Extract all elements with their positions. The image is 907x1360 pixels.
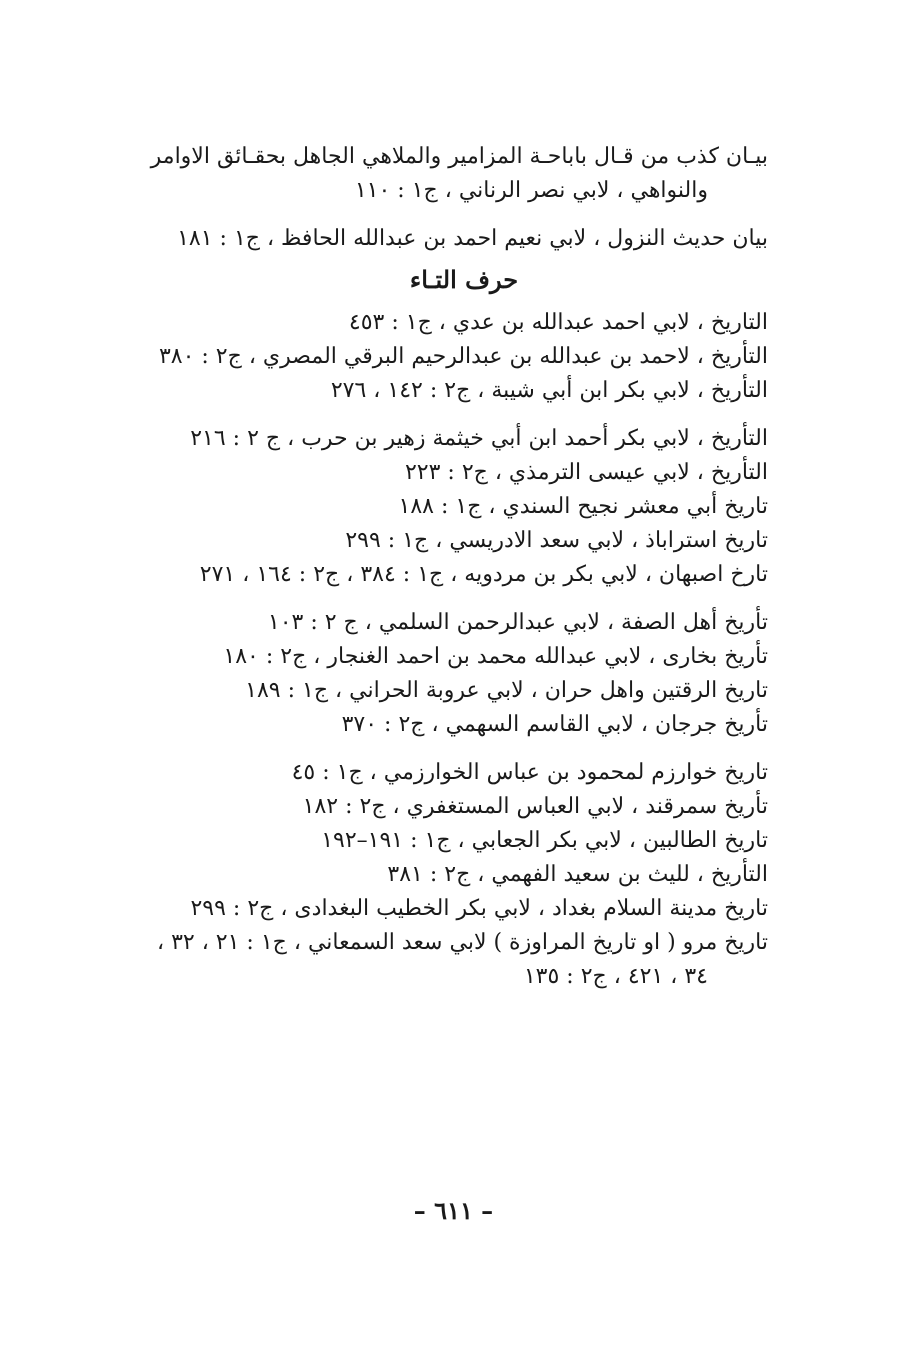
index-entry: تاريخ استراباذ ، لابي سعد الادريسي ، ج١ : ٢٩٩ [345, 528, 768, 553]
index-entry: التأريخ ، لاحمد بن عبدالله بن عبدالرحيم البرقي المصري ، ج٢ : ٣٨٠ [158, 344, 768, 369]
index-entry: تأريخ سمرقند ، لابي العباس المستغفري ، ج٢ : ١٨٢ [302, 794, 768, 819]
index-entry: تاريخ الرقتين واهل حران ، لابي عروبة الحراني ، ج١ : ١٨٩ [245, 678, 768, 703]
index-entry: التاريخ ، لابي احمد عبدالله بن عدي ، ج١ : ٤٥٣ [348, 310, 768, 335]
index-entry: تأريخ جرجان ، لابي القاسم السهمي ، ج٢ : ٣٧٠ [341, 712, 768, 737]
index-entry: التأريخ ، لليث بن سعيد الفهمي ، ج٢ : ٣٨١ [387, 862, 768, 887]
index-entry-continuation: ٣٤ ، ٤٢١ ، ج٢ : ١٣٥ [523, 964, 708, 989]
index-entry: تاريخ خوارزم لمحمود بن عباس الخوارزمي ، ج١ : ٤٥ [291, 760, 768, 785]
page-number: – ٦١١ – [413, 1196, 494, 1225]
index-entry: تأريخ أهل الصفة ، لابي عبدالرحمن السلمي ، ج ٢ : ١٠٣ [267, 610, 768, 635]
index-entry: التأريخ ، لابي عيسى الترمذي ، ج٢ : ٢٢٣ [404, 460, 768, 485]
index-entry: التأريخ ، لابي بكر أحمد ابن أبي خيثمة زهير بن حرب ، ج ٢ : ٢١٦ [190, 426, 768, 451]
section-heading: حرف التـاء [409, 265, 519, 294]
index-entry: تارخ اصبهان ، لابي بكر بن مردويه ، ج١ : ٣٨٤ ، ج٢ : ١٦٤ ، ٢٧١ [199, 562, 768, 587]
index-entry: بيان حديث النزول ، لابي نعيم احمد بن عبدالله الحافظ ، ج١ : ١٨١ [177, 226, 768, 251]
index-entry: تاريخ أبي معشر نجيح السندي ، ج١ : ١٨٨ [398, 494, 768, 519]
index-entry: تاريخ الطالبين ، لابي بكر الجعابي ، ج١ : ١٩١–١٩٢ [321, 828, 768, 853]
index-entry: تاريخ مدينة السلام بغداد ، لابي بكر الخطيب البغدادى ، ج٢ : ٢٩٩ [190, 896, 768, 921]
index-entries [120, 140, 768, 994]
index-entry-continuation: والنواهي ، لابي نصر الرناني ، ج١ : ١١٠ [354, 178, 708, 203]
index-entry: التأريخ ، لابي بكر ابن أبي شيبة ، ج٢ : ١٤٢ ، ٢٧٦ [330, 378, 768, 403]
index-entry: تأريخ بخارى ، لابي عبدالله محمد بن احمد الغنجار ، ج٢ : ١٨٠ [223, 644, 768, 669]
index-entry: بيـان كذب من قـال باباحـة المزامير والملاهي الجاهل بحقـائق الاوامر [150, 144, 768, 169]
index-entry: تاريخ مرو ( او تاريخ المراوزة ) لابي سعد السمعاني ، ج١ : ٢١ ، ٣٢ ، [156, 930, 768, 955]
